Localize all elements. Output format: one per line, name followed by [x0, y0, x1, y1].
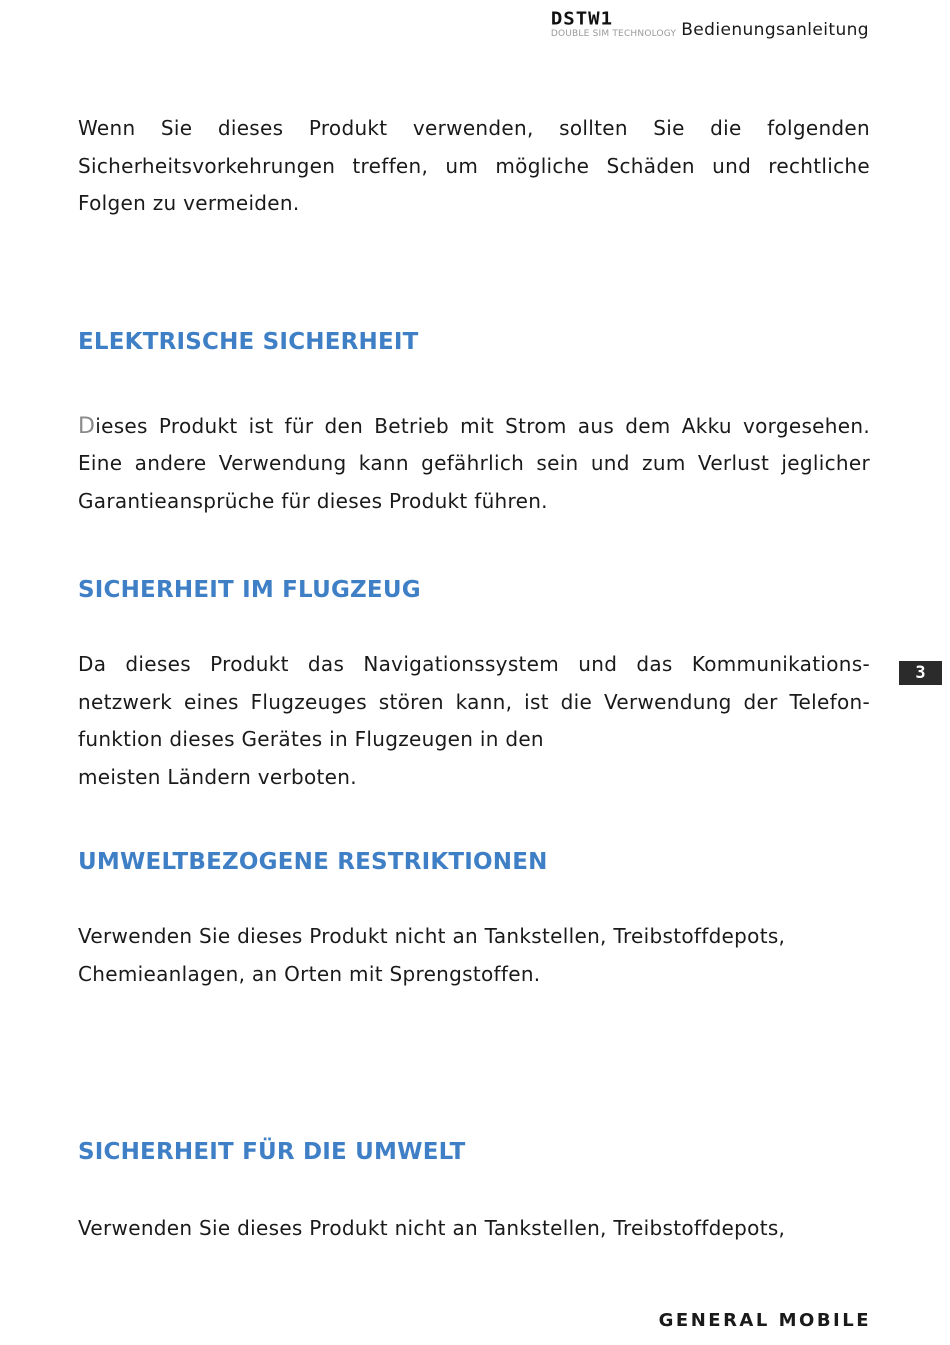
page-header: [551, 10, 869, 40]
electrical-safety-text: ieses Produkt ist für den Betrieb mit Strom aus dem Akku vorgesehen. Eine andere Verwendung kann gefährlich sein und zum Verlust jeglicher Garantieansprüche für dieses Produkt führen.: [78, 413, 870, 513]
brand-footer: GENERAL MOBILE: [658, 1310, 871, 1331]
heading-aircraft-safety: SICHERHEIT IM FLUGZEUG: [78, 577, 421, 603]
logo-text: DSTW1: [550, 8, 614, 30]
aircraft-line: funktion dieses Gerätes in Flugzeugen in den: [78, 727, 544, 751]
aircraft-line: Da dieses Produkt das Navigationssystem und das Kommunikations-: [78, 652, 870, 676]
heading-electrical-safety: ELEKTRISCHE SICHERHEIT: [78, 328, 419, 355]
heading-environment-safety: SICHERHEIT FÜR DIE UMWELT: [78, 1139, 466, 1165]
electrical-safety-paragraph: [78, 408, 870, 521]
page-content: [78, 110, 870, 1248]
intro-paragraph: Wenn Sie dieses Produkt verwenden, sollten Sie die folgenden Sicherheitsvorkehrungen treffen, um mögliche Schäden und rechtliche Folgen zu vermeiden.: [78, 116, 870, 215]
dropcap-letter: D: [78, 413, 96, 439]
page-number-tab: 3: [899, 661, 942, 685]
heading-environmental-restrictions: UMWELTBEZOGENE RESTRIKTIONEN: [78, 849, 548, 875]
environmental-restrictions-paragraph: Verwenden Sie dieses Produkt nicht an Tankstellen, Treibstoffdepots, Chemieanlagen, an Orten mit Sprengstoffen.: [78, 924, 786, 986]
logo-subtitle: DOUBLE SIM TECHNOLOGY: [550, 29, 677, 39]
aircraft-line: meisten Ländern verboten.: [78, 764, 357, 789]
product-logo: [551, 10, 676, 40]
aircraft-safety-paragraph: [78, 646, 870, 796]
document-title: Bedienungsanleitung: [681, 20, 869, 40]
environment-safety-paragraph: Verwenden Sie dieses Produkt nicht an Tankstellen, Treibstoffdepots,: [78, 1216, 786, 1240]
aircraft-line: netzwerk eines Flugzeuges stören kann, ist die Verwendung der Telefon-: [78, 689, 870, 714]
